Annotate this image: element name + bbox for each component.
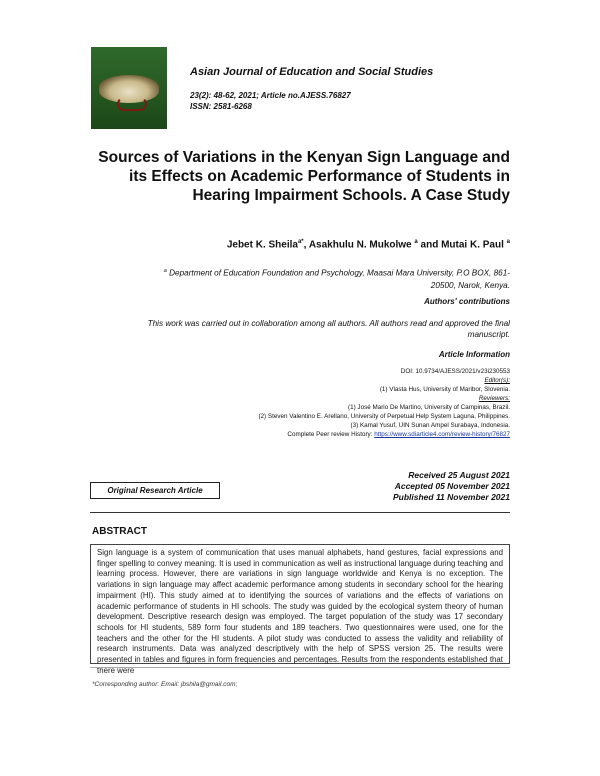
editor-entry: (1) Vlasta Hus, University of Maribor, Slovenia.	[379, 386, 510, 393]
author-affiliation-mark: a*	[297, 239, 304, 245]
affiliation-mark: a	[163, 268, 167, 274]
author-name: Jebet K. Sheila	[226, 239, 298, 251]
corresponding-author-footnote: *Corresponding author: Email: jbshila@gmail.com;	[92, 681, 238, 688]
review-history-link[interactable]: https://www.sdiarticle4.com/review-history/76827	[374, 431, 510, 438]
cover-glasses-illustration	[117, 97, 147, 111]
author-list	[90, 239, 510, 250]
abstract-text: Sign language is a system of communication that uses manual alphabets, hand gestures, facial expressions and finger spelling to convey meaning. It is used in communication as well as instructional language during teaching and learning process. However, there are variations in sign language worldwide and Kenya is no exception. The variations in sign language may affect academic performance among students in secondary school for the hearing impairment (HI). This study aimed at to identifying the sources of variations and the effects of variations on academic performance of students in HI schools. The study was guided by the ecological system theory of human development. Descriptive research design was employed. The target population of the study was 17 secondary schools for HI students, 589 form four students and 189 teachers. Two questionnaires were used, one for the teachers and the other for the HI students. A pilot study was conducted to assess the validity and reliability of research instruments. Data was analyzed descriptively with the help of SPSS version 25. The results were presented in tables and figures in form frequencies and percentages. Results from the respondents established that there were	[97, 548, 503, 675]
abstract-heading: ABSTRACT	[92, 526, 147, 537]
editors-label: Editor(s):	[484, 377, 510, 384]
author-affiliation-mark: a	[506, 239, 510, 245]
affiliation	[110, 265, 510, 292]
published-date: Published 11 November 2021	[392, 492, 510, 502]
article-type-badge: Original Research Article	[90, 482, 220, 499]
article-info	[150, 367, 510, 439]
journal-issn: ISSN: 2581-6268	[190, 102, 252, 111]
journal-volume: 23(2): 48-62, 2021; Article no.AJESS.76827	[190, 91, 351, 100]
review-history	[150, 430, 510, 439]
cover-footer	[95, 113, 135, 123]
journal-name: Asian Journal of Education and Social Studies	[190, 66, 434, 78]
review-history-label: Complete Peer review History:	[287, 431, 375, 438]
reviewers-label: Reviewers:	[478, 395, 510, 402]
journal-cover-image	[91, 47, 167, 129]
author-affiliation-mark: a	[414, 239, 418, 245]
author-name: , Asakhulu N. Mukolwe	[303, 239, 412, 251]
article-info-heading: Article Information	[438, 350, 510, 359]
affiliation-line: 20500, Narok, Kenya.	[430, 280, 510, 290]
footnote-divider	[90, 667, 510, 668]
paper-title: Sources of Variations in the Kenyan Sign Language and its Effects on Academic Performance of Students in Hearing Impairment Schools. A Case Study	[98, 149, 510, 204]
contributions-line: This work was carried out in collaboration among all authors. All authors read and approved the final	[147, 319, 510, 328]
reviewer-entry: (1) José Mario De Martino, University of Campinas, Brazil.	[347, 404, 510, 411]
contributions-line: manuscript.	[467, 330, 510, 339]
abstract-box	[90, 544, 510, 675]
publication-dates	[300, 470, 510, 503]
reviewer-entry: (3) Kamal Yusuf, UIN Sunan Ampel Surabaya, Indonesia.	[350, 422, 510, 429]
contributions-heading: Authors' contributions	[424, 297, 510, 306]
cover-title-band	[91, 53, 167, 71]
contributions-text	[95, 318, 510, 340]
accepted-date: Accepted 05 November 2021	[394, 481, 510, 491]
doi: DOI: 10.9734/AJESS/2021/v23i230553	[400, 368, 510, 375]
reviewer-entry: (2) Steven Valentino E. Arellano, University of Perpetual Help System Laguna, Philippines.	[258, 413, 510, 420]
received-date: Received 25 August 2021	[408, 470, 510, 480]
affiliation-line: Department of Education Foundation and Psychology, Maasai Mara University, P.O BOX, 861-	[166, 268, 510, 278]
author-name: and Mutai K. Paul	[417, 239, 504, 251]
section-divider	[90, 512, 510, 513]
